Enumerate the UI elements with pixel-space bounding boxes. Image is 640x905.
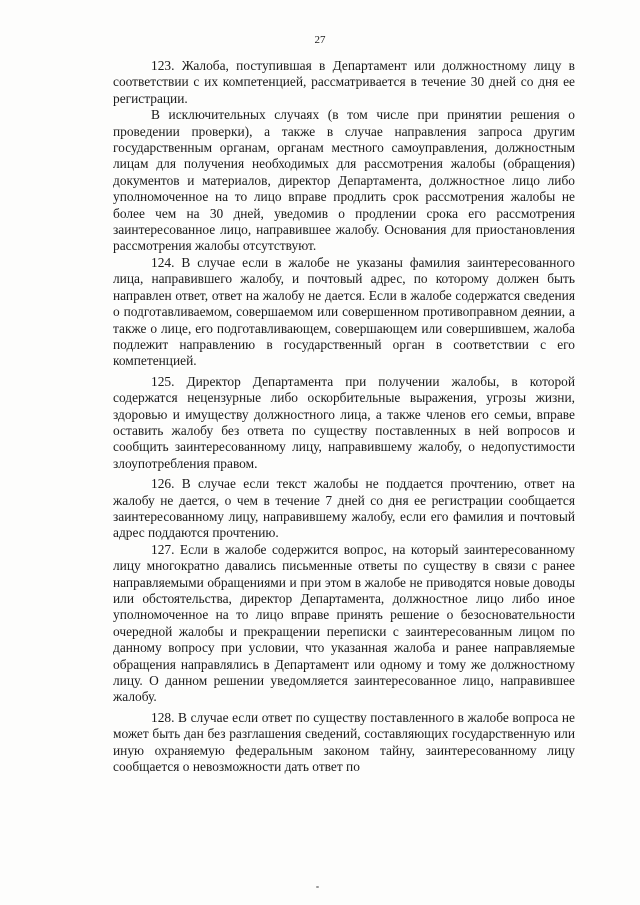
paragraph-126: 126. В случае если текст жалобы не поддается прочтению, ответ на жалобу не дается, о чем в течение 7 дней со дня ее регистрации сообщается заинтересованному лицу, направившему жалобу, если его фамилия и почтовый адрес поддаются прочтению. (113, 476, 575, 541)
scan-speck (316, 886, 319, 888)
paragraph-128: 128. В случае если ответ по существу поставленного в жалобе вопроса не может быть дан без разглашения сведений, составляющих государственную или иную охраняемую федеральным законом тайну, заинтересованному лицу сообщается о невозможности дать ответ по (113, 709, 575, 775)
paragraph-127: 127. Если в жалобе содержится вопрос, на который заинтересованному лицу многократно давались письменные ответы по существу в связи с ранее направляемыми обращениями и при этом в жалобе не приводятся новые доводы или обстоятельства, директор Департамента, должностное лицо либо иное уполномоченное на то лицо вправе принять решение о безосновательности очередной жалобы и прекращении переписки с заинтересованным лицом по данному вопросу при условии, что указанная жалоба и ранее направляемые обращения направлялись в Департамент или одному и тому же должностному лицу. О данном решении уведомляется заинтересованное лицо, направившее жалобу. (113, 541, 575, 705)
paragraph-123: 123. Жалоба, поступившая в Департамент или должностному лицу в соответствии с их компетенцией, рассматривается в течение 30 дней со дня ее регистрации. (113, 58, 575, 106)
page-number: 27 (314, 34, 326, 46)
paragraph-124: 124. В случае если в жалобе не указаны фамилия заинтересованного лица, направившего жалобу, и почтовый адрес, по которому должен быть направлен ответ, ответ на жалобу не дается. Если в жалобе содержатся сведения о подготавливаемом, совершаемом или совершенном противоправном деянии, а также о лице, его подготавливающем, совершающем или совершившем, жалоба подлежит направлению в государственный орган в соответствии с его компетенцией. (113, 254, 575, 369)
paragraph-123-exceptions: В исключительных случаях (в том числе при принятии решения о проведении проверки), а также в случае направления запроса другим государственным органам, органам местного самоуправления, должностным лицам для получения необходимых для рассмотрения жалобы (обращения) документов и материалов, директор Департамента, должностное лицо либо уполномоченное на то лицо вправе продлить срок рассмотрения жалобы не более чем на 30 дней, уведомив о продлении срока его рассмотрения заинтересованное лицо, направившее жалобу. Основания для приостановления рассмотрения жалобы отсутствуют. (113, 107, 575, 254)
paragraph-125: 125. Директор Департамента при получении жалобы, в которой содержатся нецензурные либо оскорбительные выражения, угрозы жизни, здоровью и имуществу должностного лица, а также членов его семьи, вправе оставить жалобу без ответа по существу поставленных в ней вопросов и сообщить заинтересованному лицу, направившему жалобу, о недопустимости злоупотребления правом. (113, 373, 575, 471)
document-body (113, 58, 575, 775)
